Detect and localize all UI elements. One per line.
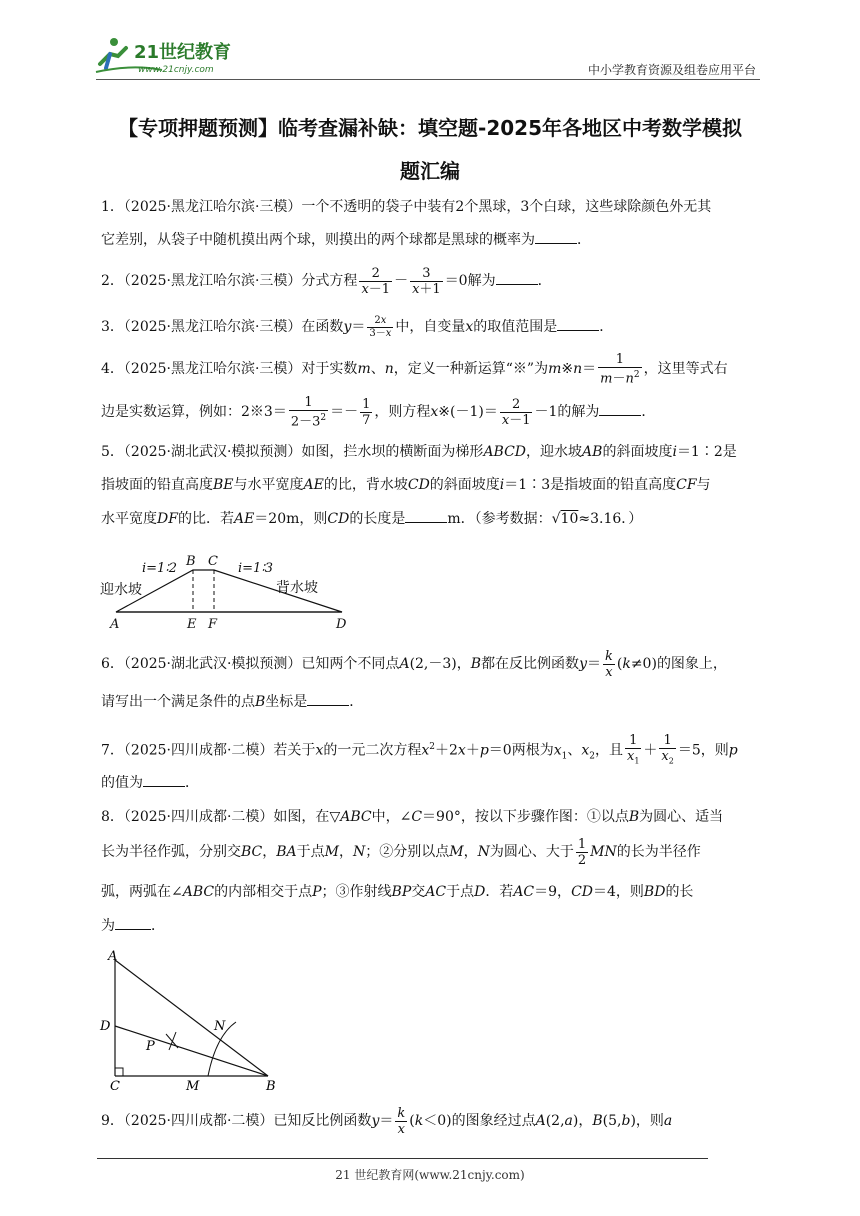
question-3: 3．（2025·黑龙江哈尔滨·三模）在函数y＝ $\frac{2x}{3-x}$ 中，自变量x的取值范围是 ． xyxy=(101,314,614,339)
point-D: D xyxy=(336,617,347,630)
question-9: 9．（2025·四川成都·二模）已知反比例函数y＝ $\frac{k}{x}$ (k＜0)的图象经过点A(2,a)，B(5,b)，则a xyxy=(101,1105,673,1137)
question-7-line1: 7．（2025·四川成都·二模）若关于x的一元二次方程$x^2+2x+p=0$两根为$x_1$、$x_2$，且 $\frac{1}{x_1}$ ＋ $\frac{1}{x_2}$ ＝5，则p xyxy=(101,732,738,766)
answer-blank xyxy=(405,508,447,523)
question-8-line3: 弧，两弧在∠ABC的内部相交于点P；③作射线BP交AC于点D．若AC＝9，CD＝4，则BD的长 xyxy=(101,884,694,900)
question-7-line2: 的值为 ． xyxy=(101,772,765,793)
point-N: N xyxy=(214,1019,226,1034)
question-4-line1: 4．（2025·黑龙江哈尔滨·三模）对于实数m、n，定义一种新运算“※”为m※n＝ $\frac{1}{m-n^2}$ ，这里等式右 xyxy=(101,351,728,387)
point-F: F xyxy=(208,617,218,630)
slope-left-label: i=1∶2 xyxy=(142,561,177,576)
point-C: C xyxy=(110,1079,120,1092)
page-title-line2: 题汇编 xyxy=(400,159,460,183)
question-2: 2．（2025·黑龙江哈尔滨·三模）分式方程 $\frac{2}{x-1}$ － $\frac{3}{x+1}$ ＝0解为 ． xyxy=(101,265,552,297)
answer-blank xyxy=(557,316,599,331)
answer-blank xyxy=(599,401,641,416)
point-A: A xyxy=(108,949,118,964)
logo-url: www.21cnjy.com xyxy=(138,65,214,75)
question-5-line3: 水平宽度DF的比．若AE＝20m，则CD的长度是 m．（参考数据：√10≈3.16．） xyxy=(101,508,765,529)
footer-divider xyxy=(97,1158,708,1159)
question-8-line2: 长为半径作弧，分别交BC，BA于点M，N；②分别以点M，N为圆心、大于 $\frac{1}{2}$ MN的长为半径作 xyxy=(101,836,701,868)
point-M: M xyxy=(186,1079,200,1092)
question-5-line1: 5．（2025·湖北武汉·模拟预测）如图，拦水坝的横断面为梯形ABCD，迎水坡AB的斜面坡度i＝1∶2是 xyxy=(101,444,737,460)
question-6-line2: 请写出一个满足条件的点B坐标是 ． xyxy=(101,691,765,712)
question-8-line1: 8．（2025·四川成都·二模）如图，在▽ABC中，∠C＝90°，按以下步骤作图：①以点B为圆心、适当 xyxy=(101,809,724,825)
header-divider xyxy=(96,79,760,80)
answer-blank xyxy=(307,691,349,706)
footer-text: 21 世纪教育网(www.21cnjy.com) xyxy=(335,1168,525,1182)
answer-blank xyxy=(115,915,151,930)
triangle-construction-figure xyxy=(98,948,288,1092)
point-B: B xyxy=(266,1079,276,1092)
page-title-line1: 【专项押题预测】临考查漏补缺：填空题-2025年各地区中考数学模拟 xyxy=(118,116,742,140)
question-4-line2: 边是实数运算，例如：2※3＝ $\frac{1}{2-3^2}$ ＝－ $\frac{1}{7}$ ，则方程x※(－1)＝ $\frac{2}{x-1}$ －1的解为 ． xyxy=(101,394,656,430)
slope-right-label: i=1∶3 xyxy=(238,561,273,576)
answer-blank xyxy=(535,229,577,244)
question-5-line2: 指坡面的铅直高度BE与水平宽度AE的比，背水坡CD的斜面坡度i＝1∶3是指坡面的铅直高度CF与 xyxy=(101,477,711,493)
point-C: C xyxy=(208,554,218,569)
logo-text: 21世纪教育 xyxy=(134,42,232,63)
dam-cross-section-figure xyxy=(98,552,360,630)
site-logo xyxy=(92,34,262,78)
question-8-line4: 为 ． xyxy=(101,915,765,936)
point-A: A xyxy=(110,617,120,630)
point-D: D xyxy=(100,1019,111,1034)
point-B: B xyxy=(186,554,196,569)
question-1-line1: 1．（2025·黑龙江哈尔滨·三模）一个不透明的袋子中装有2个黑球，3个白球，这些球除颜色外无其 xyxy=(101,199,712,215)
upstream-slope-label: 迎水坡 xyxy=(100,582,142,598)
point-P: P xyxy=(146,1039,155,1054)
header-platform-text: 中小学教育资源及组卷应用平台 xyxy=(587,63,756,77)
point-E: E xyxy=(187,617,197,630)
answer-blank xyxy=(496,270,538,285)
question-6-line1: 6．（2025·湖北武汉·模拟预测）已知两个不同点A(2,－3)，B都在反比例函数y＝ $\frac{k}{x}$ (k≠0)的图象上， xyxy=(101,648,727,680)
question-1-line2: 它差别，从袋子中随机摸出两个球，则摸出的两个球都是黑球的概率为 ． xyxy=(101,229,765,250)
downstream-slope-label: 背水坡 xyxy=(276,580,318,596)
answer-blank xyxy=(143,772,185,787)
